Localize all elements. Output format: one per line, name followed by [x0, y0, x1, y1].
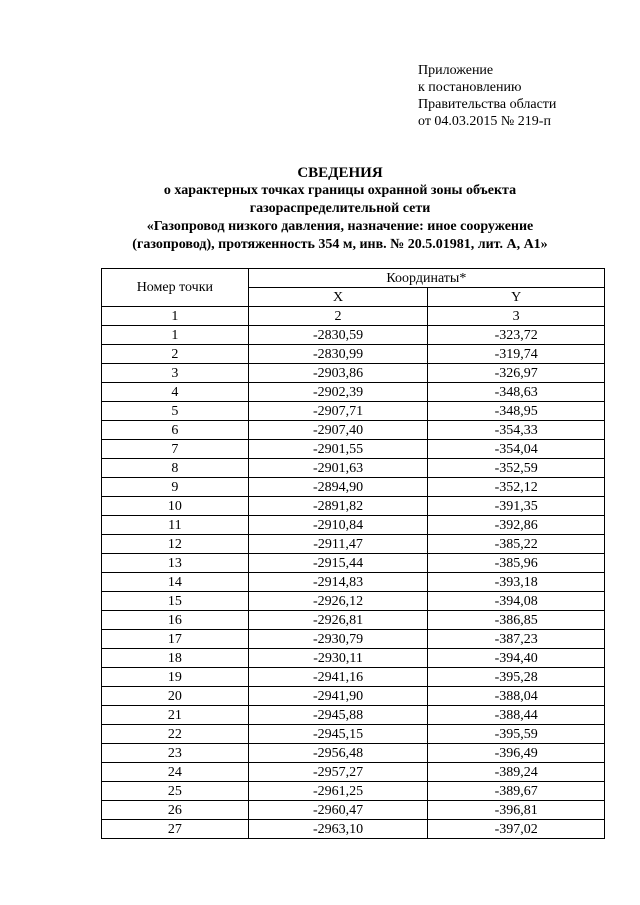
point-number-cell: 26 [102, 801, 249, 820]
point-number-cell: 8 [102, 459, 249, 478]
y-coordinate-cell: -395,59 [428, 725, 605, 744]
x-coordinate-cell: -2926,12 [248, 592, 428, 611]
x-coordinate-cell: -2907,40 [248, 421, 428, 440]
table-row [102, 782, 605, 801]
annex-line: Приложение [418, 63, 494, 78]
y-coordinate-cell: -392,86 [428, 516, 605, 535]
table-row [102, 687, 605, 706]
y-coordinate-cell: -391,35 [428, 497, 605, 516]
point-number-cell: 20 [102, 687, 249, 706]
heading-line: (газопровод), протяженность 354 м, инв. № 20.5.01981, лит. А, А1» [132, 237, 548, 252]
y-coordinate-cell: -393,18 [428, 573, 605, 592]
table-row [102, 554, 605, 573]
x-coordinate-cell: -2941,90 [248, 687, 428, 706]
x-coordinate-cell: -2901,55 [248, 440, 428, 459]
x-coordinate-cell: -2911,47 [248, 535, 428, 554]
x-coordinate-cell: -2945,15 [248, 725, 428, 744]
table-row [102, 345, 605, 364]
point-number-cell: 19 [102, 668, 249, 687]
x-coordinate-cell: -2891,82 [248, 497, 428, 516]
annex-line: от 04.03.2015 № 219-п [418, 114, 551, 129]
y-coordinate-cell: -319,74 [428, 345, 605, 364]
x-coordinate-cell: -2907,71 [248, 402, 428, 421]
header-coordinates: Координаты* [248, 269, 604, 288]
y-coordinate-cell: -394,08 [428, 592, 605, 611]
point-number-cell: 14 [102, 573, 249, 592]
x-coordinate-cell: -2910,84 [248, 516, 428, 535]
column-number: 1 [102, 307, 249, 326]
table-row [102, 649, 605, 668]
y-coordinate-cell: -326,97 [428, 364, 605, 383]
y-coordinate-cell: -348,63 [428, 383, 605, 402]
y-coordinate-cell: -354,33 [428, 421, 605, 440]
point-number-cell: 11 [102, 516, 249, 535]
y-coordinate-cell: -385,22 [428, 535, 605, 554]
column-number: 3 [428, 307, 605, 326]
x-coordinate-cell: -2914,83 [248, 573, 428, 592]
table-row [102, 364, 605, 383]
y-coordinate-cell: -394,40 [428, 649, 605, 668]
x-coordinate-cell: -2941,16 [248, 668, 428, 687]
table-row [102, 630, 605, 649]
point-number-cell: 16 [102, 611, 249, 630]
x-coordinate-cell: -2830,99 [248, 345, 428, 364]
table-row [102, 592, 605, 611]
header-y: Y [428, 288, 605, 307]
table-row [102, 326, 605, 345]
heading-line: о характерных точках границы охранной зоны объекта [163, 183, 517, 198]
y-coordinate-cell: -348,95 [428, 402, 605, 421]
table-row [102, 801, 605, 820]
x-coordinate-cell: -2930,11 [248, 649, 428, 668]
point-number-cell: 24 [102, 763, 249, 782]
point-number-cell: 6 [102, 421, 249, 440]
coordinates-table [101, 268, 605, 839]
heading-line: «Газопровод низкого давления, назначение: иное сооружение [146, 219, 534, 234]
x-coordinate-cell: -2894,90 [248, 478, 428, 497]
point-number-cell: 7 [102, 440, 249, 459]
y-coordinate-cell: -389,24 [428, 763, 605, 782]
heading-line: газораспределительной сети [249, 201, 431, 216]
point-number-cell: 4 [102, 383, 249, 402]
point-number-cell: 23 [102, 744, 249, 763]
y-coordinate-cell: -388,44 [428, 706, 605, 725]
point-number-cell: 12 [102, 535, 249, 554]
annex-line: Правительства области [418, 97, 557, 112]
table-row [102, 421, 605, 440]
y-coordinate-cell: -396,81 [428, 801, 605, 820]
point-number-cell: 2 [102, 345, 249, 364]
y-coordinate-cell: -388,04 [428, 687, 605, 706]
annex-line: к постановлению [418, 80, 522, 95]
x-coordinate-cell: -2963,10 [248, 820, 428, 839]
point-number-cell: 10 [102, 497, 249, 516]
table-row [102, 459, 605, 478]
y-coordinate-cell: -387,23 [428, 630, 605, 649]
y-coordinate-cell: -354,04 [428, 440, 605, 459]
table-row [102, 763, 605, 782]
header-x: X [248, 288, 428, 307]
table-row [102, 820, 605, 839]
x-coordinate-cell: -2960,47 [248, 801, 428, 820]
x-coordinate-cell: -2902,39 [248, 383, 428, 402]
y-coordinate-cell: -396,49 [428, 744, 605, 763]
point-number-cell: 9 [102, 478, 249, 497]
point-number-cell: 22 [102, 725, 249, 744]
table-body [102, 326, 605, 839]
header-point-number: Номер точки [102, 269, 249, 307]
table-row [102, 440, 605, 459]
table-row [102, 706, 605, 725]
column-number: 2 [248, 307, 428, 326]
point-number-cell: 25 [102, 782, 249, 801]
table-row [102, 516, 605, 535]
table-row [102, 383, 605, 402]
point-number-cell: 15 [102, 592, 249, 611]
x-coordinate-cell: -2901,63 [248, 459, 428, 478]
point-number-cell: 21 [102, 706, 249, 725]
table-row [102, 535, 605, 554]
point-number-cell: 13 [102, 554, 249, 573]
table-row [102, 725, 605, 744]
y-coordinate-cell: -385,96 [428, 554, 605, 573]
point-number-cell: 1 [102, 326, 249, 345]
table-row [102, 573, 605, 592]
y-coordinate-cell: -352,12 [428, 478, 605, 497]
annex-block [418, 62, 628, 130]
y-coordinate-cell: -386,85 [428, 611, 605, 630]
x-coordinate-cell: -2957,27 [248, 763, 428, 782]
table-row [102, 611, 605, 630]
y-coordinate-cell: -352,59 [428, 459, 605, 478]
table-row [102, 744, 605, 763]
y-coordinate-cell: -397,02 [428, 820, 605, 839]
x-coordinate-cell: -2930,79 [248, 630, 428, 649]
point-number-cell: 5 [102, 402, 249, 421]
point-number-cell: 18 [102, 649, 249, 668]
table-row [102, 668, 605, 687]
point-number-cell: 27 [102, 820, 249, 839]
document-title: СВЕДЕНИЯ [297, 165, 383, 181]
table-row [102, 478, 605, 497]
point-number-cell: 17 [102, 630, 249, 649]
document-heading [60, 164, 620, 254]
table-row [102, 497, 605, 516]
y-coordinate-cell: -395,28 [428, 668, 605, 687]
x-coordinate-cell: -2830,59 [248, 326, 428, 345]
x-coordinate-cell: -2926,81 [248, 611, 428, 630]
x-coordinate-cell: -2903,86 [248, 364, 428, 383]
point-number-cell: 3 [102, 364, 249, 383]
x-coordinate-cell: -2945,88 [248, 706, 428, 725]
y-coordinate-cell: -323,72 [428, 326, 605, 345]
x-coordinate-cell: -2961,25 [248, 782, 428, 801]
x-coordinate-cell: -2956,48 [248, 744, 428, 763]
y-coordinate-cell: -389,67 [428, 782, 605, 801]
table-row [102, 402, 605, 421]
x-coordinate-cell: -2915,44 [248, 554, 428, 573]
